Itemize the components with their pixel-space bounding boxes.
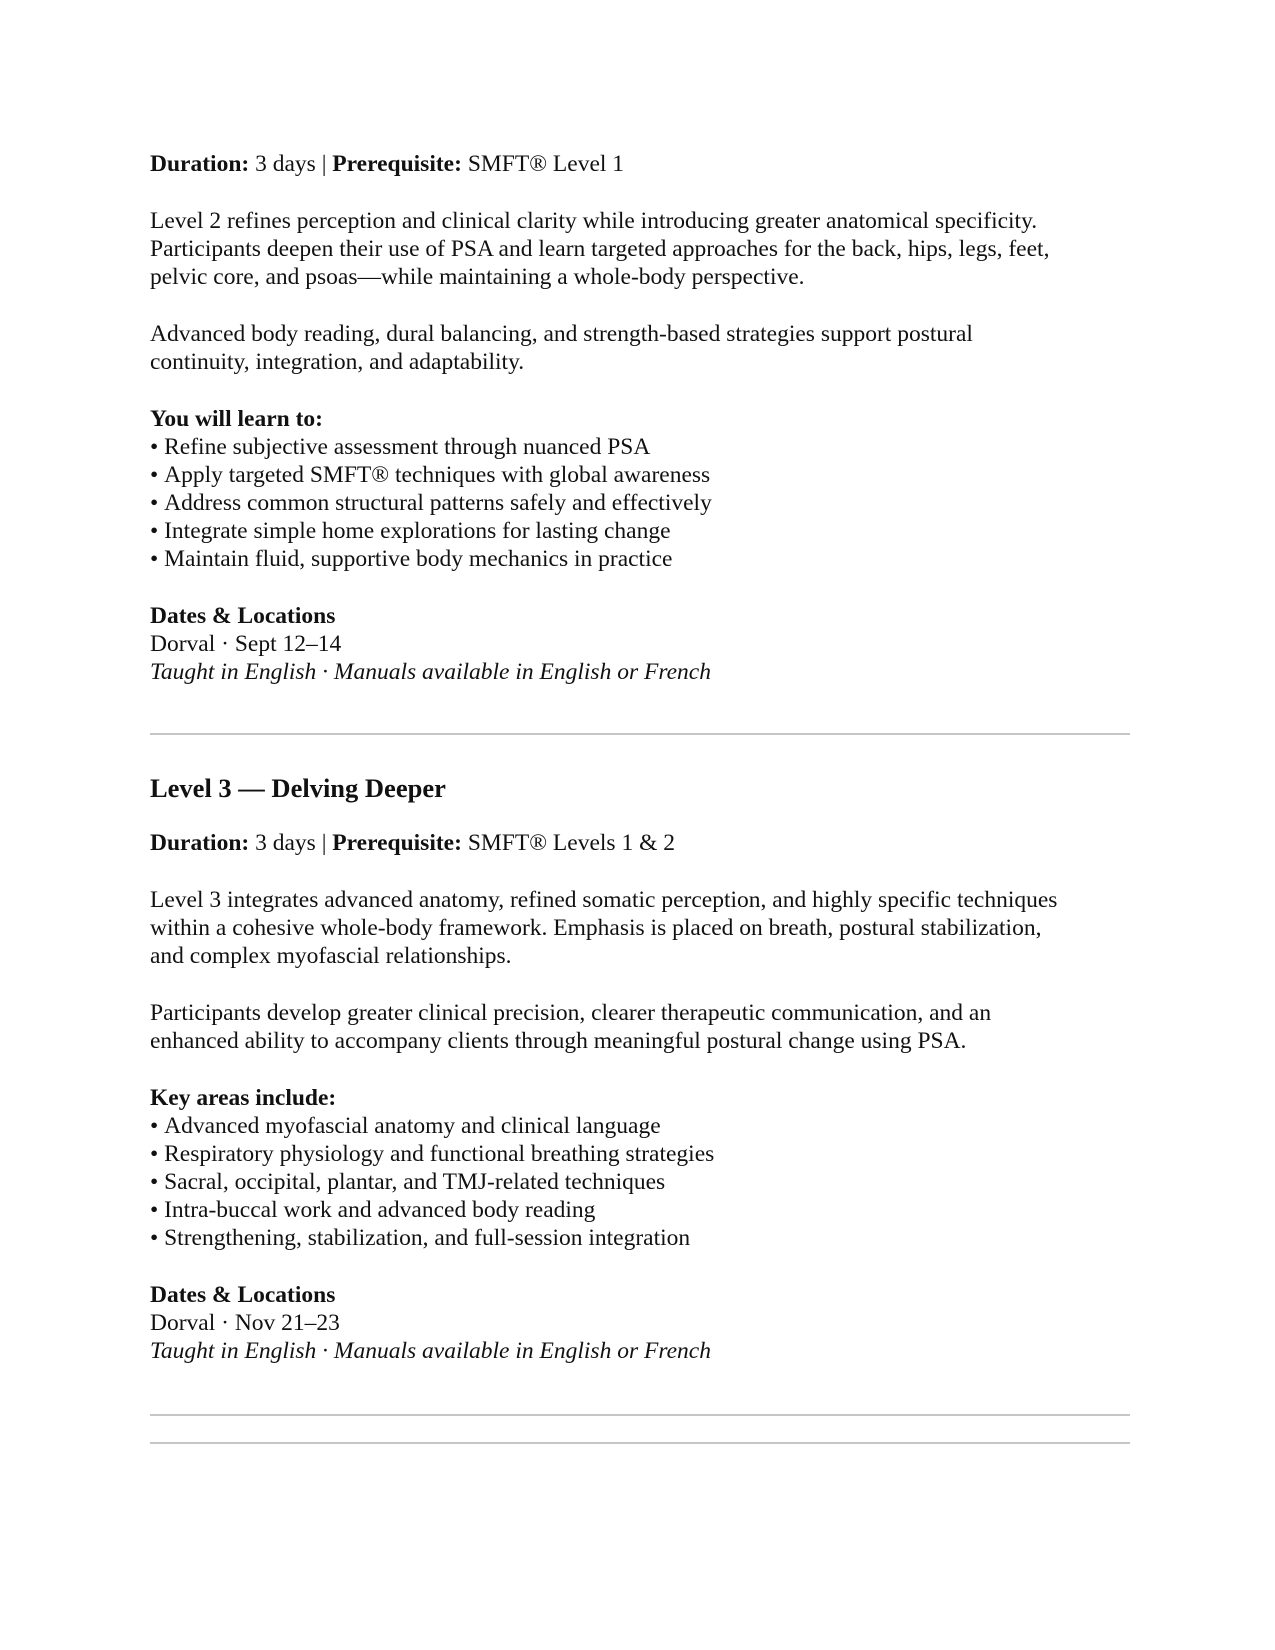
level-3-meta <box>150 829 1130 857</box>
level-2-description <box>150 207 1130 291</box>
key-areas-heading: Key areas include: <box>150 1085 337 1111</box>
document-page <box>150 150 1130 686</box>
dates-line: Dorval · Sept 12–14 <box>150 631 342 657</box>
section-divider <box>150 1442 1130 1444</box>
meta-separator: | <box>321 151 327 177</box>
meta-separator: | <box>321 830 327 856</box>
level-2-meta <box>150 150 1130 178</box>
level-3-description <box>150 886 1130 970</box>
language-line: Taught in English · Manuals available in English or French <box>150 659 711 685</box>
text-line: continuity, integration, and adaptability. <box>150 349 525 375</box>
learn-heading: You will learn to: <box>150 406 323 432</box>
level-3-section <box>150 772 1130 1365</box>
list-item: • Strengthening, stabilization, and full-session integration <box>150 1224 1130 1252</box>
section-divider <box>150 1414 1130 1416</box>
key-areas-list <box>150 1112 1130 1252</box>
duration-label: Duration: <box>150 830 250 856</box>
text-line: Participants develop greater clinical precision, clearer therapeutic communication, and an <box>150 1000 992 1026</box>
text-line: enhanced ability to accompany clients through meaningful postural change using PSA. <box>150 1028 967 1054</box>
text-line: Level 3 integrates advanced anatomy, refined somatic perception, and highly specific techniques <box>150 887 1058 913</box>
duration-label: Duration: <box>150 151 250 177</box>
duration-value: 3 days <box>255 151 316 177</box>
level-2-section <box>150 150 1130 686</box>
learn-list <box>150 433 1130 573</box>
list-item: • Integrate simple home explorations for lasting change <box>150 517 1130 545</box>
list-item: • Sacral, occipital, plantar, and TMJ-related techniques <box>150 1168 1130 1196</box>
text-line: Participants deepen their use of PSA and learn targeted approaches for the back, hips, legs, feet, <box>150 236 1050 262</box>
list-item: • Intra-buccal work and advanced body reading <box>150 1196 1130 1224</box>
duration-value: 3 days <box>255 830 316 856</box>
prerequisite-label: Prerequisite: <box>332 830 462 856</box>
list-item: • Advanced myofascial anatomy and clinical language <box>150 1112 1130 1140</box>
dates-line: Dorval · Nov 21–23 <box>150 1310 340 1336</box>
dates-heading: Dates & Locations <box>150 603 336 629</box>
dates-heading: Dates & Locations <box>150 1282 336 1308</box>
prerequisite-label: Prerequisite: <box>332 151 462 177</box>
list-item: • Apply targeted SMFT® techniques with global awareness <box>150 461 1130 489</box>
text-line: within a cohesive whole-body framework. Emphasis is placed on breath, postural stabilization, <box>150 915 1042 941</box>
text-line: pelvic core, and psoas—while maintaining a whole-body perspective. <box>150 264 805 290</box>
section-divider <box>150 733 1130 735</box>
level-3-outcomes <box>150 999 1130 1055</box>
list-item: • Address common structural patterns safely and effectively <box>150 489 1130 517</box>
prerequisite-value: SMFT® Level 1 <box>467 151 625 177</box>
text-line: and complex myofascial relationships. <box>150 943 512 969</box>
list-item: • Maintain fluid, supportive body mechanics in practice <box>150 545 1130 573</box>
language-line: Taught in English · Manuals available in English or French <box>150 1338 711 1364</box>
list-item: • Refine subjective assessment through nuanced PSA <box>150 433 1130 461</box>
level-3-title: Level 3 — Delving Deeper <box>150 773 446 803</box>
level-2-strategies <box>150 320 1130 376</box>
text-line: Advanced body reading, dural balancing, and strength-based strategies support postural <box>150 321 973 347</box>
text-line: Level 2 refines perception and clinical clarity while introducing greater anatomical specificity. <box>150 208 1038 234</box>
prerequisite-value: SMFT® Levels 1 & 2 <box>467 830 675 856</box>
list-item: • Respiratory physiology and functional breathing strategies <box>150 1140 1130 1168</box>
